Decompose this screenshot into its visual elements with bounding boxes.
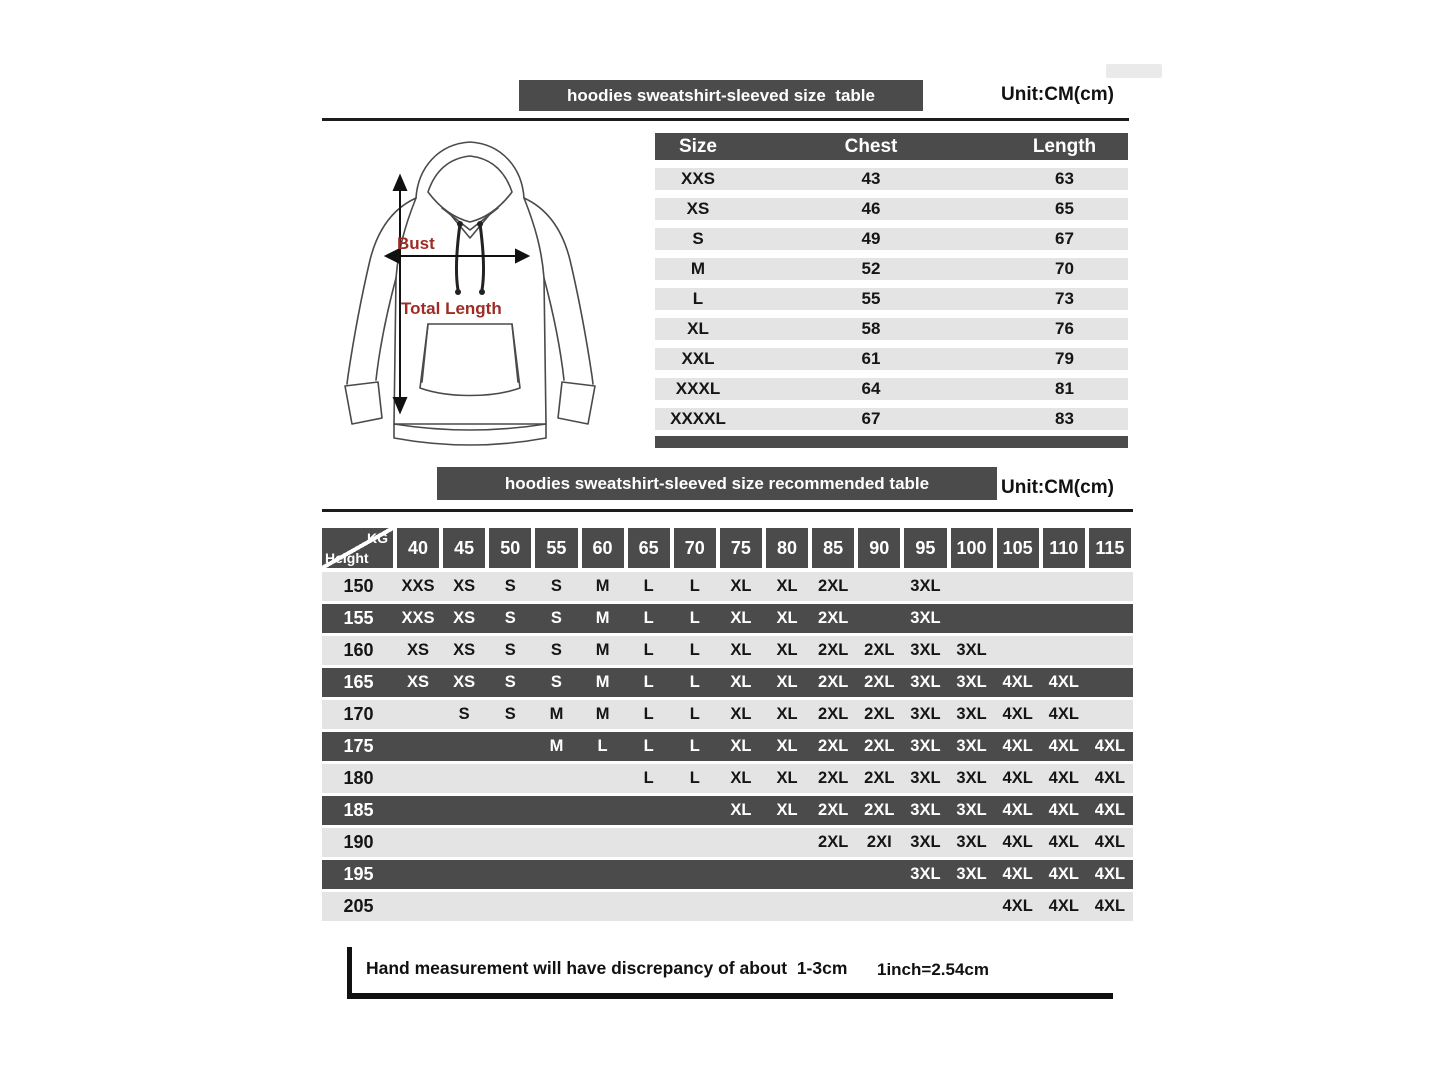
size-value-cell: XL bbox=[730, 641, 752, 659]
unit-label-top: Unit:CM(cm) bbox=[1001, 84, 1114, 105]
size-value-cell: 3XL bbox=[910, 737, 941, 755]
height-label-cell: 180 bbox=[343, 768, 374, 788]
size-value-cell bbox=[395, 796, 441, 825]
size-table-rows bbox=[655, 168, 1128, 430]
size-header-cell: Size bbox=[678, 135, 718, 157]
chest-cell: 55 bbox=[861, 289, 881, 308]
size-value-cell: XL bbox=[776, 673, 798, 691]
size-value-cell: XL bbox=[776, 737, 798, 755]
weight-header-cell: 80 bbox=[764, 528, 810, 568]
size-value-cell: XS bbox=[453, 609, 476, 627]
size-value-cell bbox=[487, 732, 533, 761]
size-value-cell: 3XL bbox=[956, 769, 987, 787]
size-value-cell: 4XL bbox=[1048, 801, 1079, 819]
size-value-cell: 4XL bbox=[1094, 801, 1126, 819]
size-table-row bbox=[655, 228, 1128, 250]
size-value-cell: L bbox=[643, 641, 654, 659]
size-value-cell: 2XL bbox=[864, 769, 895, 787]
size-value-cell bbox=[580, 892, 626, 921]
size-value-cell bbox=[764, 828, 810, 857]
kg-height-corner-cell bbox=[322, 528, 395, 568]
size-value-cell bbox=[533, 828, 579, 857]
size-value-cell bbox=[441, 860, 487, 889]
size-value-cell: 2XL bbox=[818, 609, 849, 627]
size-value-cell: 3XL bbox=[910, 705, 941, 723]
size-value-cell: XXS bbox=[401, 577, 435, 595]
size-value-cell bbox=[580, 796, 626, 825]
size-value-cell: 2XL bbox=[818, 705, 849, 723]
size-table-title: hoodies sweatshirt-sleeved size table bbox=[519, 80, 923, 111]
size-value-cell bbox=[856, 572, 902, 601]
chest-header-cell: Chest bbox=[844, 135, 898, 157]
size-value-cell bbox=[395, 732, 441, 761]
size-value-cell: XS bbox=[407, 673, 430, 691]
matrix-rows bbox=[322, 572, 1133, 921]
size-value-cell: S bbox=[504, 673, 516, 691]
size-value-cell: 2XL bbox=[818, 801, 849, 819]
size-value-cell: L bbox=[643, 673, 654, 691]
size-value-cell: XL bbox=[730, 737, 752, 755]
size-value-cell bbox=[1087, 668, 1133, 697]
size-value-cell: 3XL bbox=[910, 769, 941, 787]
size-value-cell: 3XL bbox=[956, 865, 987, 883]
size-value-cell bbox=[902, 892, 948, 921]
size-value-cell: 3XL bbox=[956, 641, 987, 659]
size-value-cell: XL bbox=[730, 769, 752, 787]
weight-header-cell: 55 bbox=[533, 528, 579, 568]
height-label-cell: 165 bbox=[343, 672, 374, 692]
size-value-cell bbox=[764, 860, 810, 889]
size-value-cell: 3XL bbox=[910, 577, 941, 595]
size-value-cell bbox=[856, 892, 902, 921]
length-header-cell: Length bbox=[1032, 135, 1097, 157]
size-value-cell bbox=[626, 892, 672, 921]
size-value-cell bbox=[949, 892, 995, 921]
size-value-cell bbox=[580, 828, 626, 857]
size-value-cell: 2XL bbox=[818, 769, 849, 787]
size-value-cell: L bbox=[643, 705, 654, 723]
size-value-cell: L bbox=[643, 769, 654, 787]
size-table-row bbox=[655, 348, 1128, 370]
length-cell: 63 bbox=[1055, 169, 1074, 188]
size-value-cell: 2XL bbox=[818, 833, 849, 851]
size-value-cell bbox=[810, 892, 856, 921]
size-value-cell bbox=[441, 892, 487, 921]
size-value-cell bbox=[441, 828, 487, 857]
weight-header-cell: 110 bbox=[1041, 528, 1087, 568]
size-value-cell: S bbox=[504, 609, 516, 627]
size-value-cell: 2XL bbox=[818, 737, 849, 755]
recommended-table-title: hoodies sweatshirt-sleeved size recommended table bbox=[437, 467, 997, 500]
size-value-cell: 4XL bbox=[1002, 833, 1033, 851]
size-value-cell: L bbox=[689, 641, 700, 659]
weight-header-cell: 50 bbox=[487, 528, 533, 568]
size-value-cell: XS bbox=[453, 577, 476, 595]
length-cell: 70 bbox=[1055, 259, 1074, 278]
divider-top bbox=[322, 118, 1129, 121]
size-value-cell bbox=[395, 892, 441, 921]
size-value-cell: L bbox=[689, 577, 700, 595]
size-value-cell bbox=[1041, 572, 1087, 601]
size-value-cell: 4XL bbox=[1002, 705, 1033, 723]
size-value-cell: XL bbox=[776, 801, 798, 819]
bust-label: Bust bbox=[397, 234, 435, 253]
size-value-cell: S bbox=[504, 641, 516, 659]
size-table-row bbox=[655, 378, 1128, 400]
size-value-cell bbox=[533, 764, 579, 793]
size-value-cell bbox=[395, 828, 441, 857]
size-value-cell bbox=[718, 860, 764, 889]
size-table-row bbox=[655, 168, 1128, 190]
size-cell: L bbox=[692, 289, 704, 308]
size-table-header bbox=[655, 133, 1128, 160]
weight-header-cell: 45 bbox=[441, 528, 487, 568]
length-cell: 83 bbox=[1055, 409, 1074, 428]
height-label-cell: 160 bbox=[343, 640, 374, 660]
size-value-cell: 3XL bbox=[956, 801, 987, 819]
size-value-cell: 3XL bbox=[956, 737, 987, 755]
total-length-label: Total Length bbox=[401, 299, 502, 318]
size-value-cell bbox=[626, 828, 672, 857]
kg-label: KG bbox=[367, 530, 388, 546]
size-value-cell bbox=[764, 892, 810, 921]
size-value-cell: 2XI bbox=[866, 833, 892, 851]
size-value-cell: S bbox=[504, 705, 516, 723]
matrix-row bbox=[322, 700, 1133, 729]
size-value-cell: XL bbox=[730, 609, 752, 627]
size-value-cell bbox=[1087, 700, 1133, 729]
matrix-row bbox=[322, 668, 1133, 697]
size-value-cell: S bbox=[458, 705, 470, 723]
divider-bottom bbox=[322, 509, 1133, 512]
size-value-cell bbox=[672, 892, 718, 921]
size-value-cell bbox=[533, 892, 579, 921]
size-value-cell bbox=[949, 572, 995, 601]
weight-header-cell: 70 bbox=[672, 528, 718, 568]
size-value-cell: XL bbox=[776, 577, 798, 595]
matrix-row bbox=[322, 604, 1133, 633]
size-value-cell: 4XL bbox=[1094, 769, 1126, 787]
size-value-cell bbox=[1041, 604, 1087, 633]
size-value-cell: L bbox=[689, 673, 700, 691]
size-value-cell: S bbox=[504, 577, 516, 595]
weight-header-cell: 100 bbox=[949, 528, 995, 568]
size-value-cell bbox=[487, 828, 533, 857]
size-value-cell bbox=[395, 700, 441, 729]
size-value-cell bbox=[395, 764, 441, 793]
size-value-cell bbox=[995, 572, 1041, 601]
matrix-row bbox=[322, 732, 1133, 761]
size-value-cell: 2XL bbox=[864, 737, 895, 755]
size-value-cell: XL bbox=[776, 641, 798, 659]
size-value-cell: 4XL bbox=[1048, 737, 1079, 755]
size-value-cell: L bbox=[643, 737, 654, 755]
height-label-cell: 195 bbox=[343, 864, 374, 884]
size-value-cell: M bbox=[595, 641, 610, 659]
size-value-cell: L bbox=[689, 609, 700, 627]
height-label-cell: 170 bbox=[343, 704, 374, 724]
size-value-cell: 4XL bbox=[1048, 865, 1079, 883]
note-left-bar bbox=[347, 947, 352, 996]
matrix-row bbox=[322, 764, 1133, 793]
matrix-header bbox=[322, 528, 1133, 568]
size-value-cell bbox=[441, 764, 487, 793]
size-value-cell: M bbox=[549, 737, 564, 755]
size-value-cell bbox=[487, 860, 533, 889]
size-value-cell: 4XL bbox=[1048, 769, 1079, 787]
weight-header-cell: 60 bbox=[580, 528, 626, 568]
size-cell: XXS bbox=[680, 169, 716, 188]
length-cell: 79 bbox=[1055, 349, 1074, 368]
size-cell: XL bbox=[687, 319, 709, 338]
size-value-cell: 2XL bbox=[818, 577, 849, 595]
matrix-row bbox=[322, 572, 1133, 601]
size-value-cell: XL bbox=[776, 609, 798, 627]
size-value-cell bbox=[672, 796, 718, 825]
size-table-row bbox=[655, 198, 1128, 220]
size-value-cell: 3XL bbox=[956, 833, 987, 851]
chest-cell: 67 bbox=[861, 409, 881, 428]
size-value-cell: XXS bbox=[401, 609, 435, 627]
scan-artifact bbox=[1106, 64, 1162, 78]
size-value-cell: L bbox=[689, 705, 700, 723]
chest-cell: 58 bbox=[861, 319, 881, 338]
size-value-cell: 2XL bbox=[864, 801, 895, 819]
size-value-cell: 4XL bbox=[1094, 865, 1126, 883]
size-cell: XXXXL bbox=[670, 409, 726, 428]
size-value-cell bbox=[810, 860, 856, 889]
size-value-cell: 3XL bbox=[910, 609, 941, 627]
weight-header-cell: 115 bbox=[1087, 528, 1133, 568]
size-value-cell: 2XL bbox=[864, 641, 895, 659]
matrix-row bbox=[322, 892, 1133, 921]
size-value-cell: 4XL bbox=[1094, 897, 1126, 915]
weight-header-cell: 90 bbox=[856, 528, 902, 568]
size-value-cell: L bbox=[597, 737, 608, 755]
length-cell: 65 bbox=[1055, 199, 1074, 218]
size-table-row bbox=[655, 318, 1128, 340]
size-value-cell: 2XL bbox=[864, 705, 895, 723]
chest-cell: 49 bbox=[861, 229, 881, 248]
size-value-cell: S bbox=[550, 577, 562, 595]
size-value-cell bbox=[856, 604, 902, 633]
size-value-cell: M bbox=[595, 577, 610, 595]
size-value-cell: 4XL bbox=[1002, 673, 1033, 691]
size-value-cell bbox=[995, 604, 1041, 633]
size-value-cell: XL bbox=[730, 801, 752, 819]
size-value-cell: 4XL bbox=[1002, 737, 1033, 755]
size-value-cell: 4XL bbox=[1048, 705, 1079, 723]
length-cell: 81 bbox=[1055, 379, 1074, 398]
size-value-cell: 3XL bbox=[910, 673, 941, 691]
size-value-cell bbox=[672, 860, 718, 889]
size-value-cell: M bbox=[595, 673, 610, 691]
length-cell: 67 bbox=[1055, 229, 1074, 248]
size-value-cell: L bbox=[689, 737, 700, 755]
size-value-cell bbox=[580, 860, 626, 889]
size-value-cell: 4XL bbox=[1048, 833, 1079, 851]
size-value-cell bbox=[580, 764, 626, 793]
size-value-cell bbox=[949, 604, 995, 633]
size-value-cell: L bbox=[643, 609, 654, 627]
height-label-cell: 185 bbox=[343, 800, 374, 820]
size-value-cell bbox=[856, 860, 902, 889]
size-value-cell: 4XL bbox=[1002, 769, 1033, 787]
size-value-cell: 2XL bbox=[864, 673, 895, 691]
matrix-row bbox=[322, 828, 1133, 857]
size-value-cell bbox=[1087, 604, 1133, 633]
size-value-cell bbox=[487, 796, 533, 825]
weight-header-cell: 65 bbox=[626, 528, 672, 568]
height-label-cell: 205 bbox=[343, 896, 374, 916]
size-value-cell bbox=[1087, 572, 1133, 601]
chest-cell: 61 bbox=[861, 349, 881, 368]
size-value-cell: XL bbox=[730, 705, 752, 723]
hoodie-diagram bbox=[330, 132, 610, 460]
size-value-cell: XL bbox=[730, 673, 752, 691]
size-value-cell: 4XL bbox=[1094, 737, 1126, 755]
matrix-row bbox=[322, 636, 1133, 665]
size-value-cell bbox=[533, 796, 579, 825]
inch-conversion-note: 1inch=2.54cm bbox=[877, 960, 989, 979]
measurement-note: Hand measurement will have discrepancy of about 1-3cm bbox=[366, 958, 848, 978]
size-table-footer-bar bbox=[655, 436, 1128, 448]
matrix-row bbox=[322, 860, 1133, 889]
weight-header-cell: 95 bbox=[902, 528, 948, 568]
weight-header-cell: 40 bbox=[395, 528, 441, 568]
size-value-cell bbox=[533, 860, 579, 889]
size-value-cell: M bbox=[595, 705, 610, 723]
weight-header-cell: 75 bbox=[718, 528, 764, 568]
size-value-cell: XL bbox=[730, 577, 752, 595]
size-value-cell: XS bbox=[453, 641, 476, 659]
size-value-cell bbox=[626, 796, 672, 825]
size-value-cell bbox=[718, 828, 764, 857]
size-table-row bbox=[655, 408, 1128, 430]
matrix-row bbox=[322, 796, 1133, 825]
size-table-row bbox=[655, 258, 1128, 280]
size-value-cell: 3XL bbox=[910, 801, 941, 819]
size-value-cell bbox=[487, 892, 533, 921]
size-value-cell: S bbox=[550, 673, 562, 691]
height-label-cell: 150 bbox=[343, 576, 374, 596]
chest-cell: 64 bbox=[861, 379, 881, 398]
size-table-row bbox=[655, 288, 1128, 310]
chest-cell: 52 bbox=[861, 259, 881, 278]
note-underline bbox=[347, 993, 1113, 999]
size-value-cell: S bbox=[550, 641, 562, 659]
size-value-cell: 4XL bbox=[1002, 865, 1033, 883]
size-value-cell bbox=[672, 828, 718, 857]
size-value-cell: L bbox=[689, 769, 700, 787]
size-value-cell bbox=[487, 764, 533, 793]
size-value-cell: 4XL bbox=[1094, 833, 1126, 851]
size-value-cell bbox=[395, 860, 441, 889]
chest-cell: 43 bbox=[861, 169, 881, 188]
size-value-cell bbox=[441, 732, 487, 761]
size-value-cell: 4XL bbox=[1048, 673, 1079, 691]
size-value-cell: 3XL bbox=[956, 673, 987, 691]
height-label-cell: 155 bbox=[343, 608, 374, 628]
size-cell: XXL bbox=[681, 349, 715, 368]
size-table bbox=[655, 133, 1128, 448]
size-value-cell: 3XL bbox=[910, 641, 941, 659]
size-value-cell bbox=[718, 892, 764, 921]
size-value-cell bbox=[441, 796, 487, 825]
size-value-cell bbox=[1041, 636, 1087, 665]
weight-header-cell: 85 bbox=[810, 528, 856, 568]
height-label-cell: 175 bbox=[343, 736, 374, 756]
size-value-cell: XS bbox=[453, 673, 476, 691]
size-value-cell: L bbox=[643, 577, 654, 595]
size-value-cell: M bbox=[595, 609, 610, 627]
size-value-cell: S bbox=[550, 609, 562, 627]
size-value-cell: 2XL bbox=[818, 673, 849, 691]
size-value-cell bbox=[1087, 636, 1133, 665]
size-value-cell: 4XL bbox=[1048, 897, 1079, 915]
size-value-cell: 2XL bbox=[818, 641, 849, 659]
size-value-cell: 3XL bbox=[956, 705, 987, 723]
size-value-cell: XL bbox=[776, 705, 798, 723]
length-cell: 73 bbox=[1055, 289, 1074, 308]
length-cell: 76 bbox=[1055, 319, 1074, 338]
size-value-cell: 4XL bbox=[1002, 897, 1033, 915]
size-value-cell: 3XL bbox=[910, 833, 941, 851]
weight-header-cell: 105 bbox=[995, 528, 1041, 568]
size-value-cell: M bbox=[549, 705, 564, 723]
unit-label-bottom: Unit:CM(cm) bbox=[1001, 477, 1114, 498]
size-value-cell bbox=[995, 636, 1041, 665]
size-cell: S bbox=[692, 229, 704, 248]
size-value-cell: 4XL bbox=[1002, 801, 1033, 819]
height-label-cell: 190 bbox=[343, 832, 374, 852]
size-value-cell: XS bbox=[407, 641, 430, 659]
height-label: Height bbox=[325, 550, 369, 566]
recommended-size-matrix bbox=[322, 528, 1133, 924]
size-value-cell: XL bbox=[776, 769, 798, 787]
size-value-cell bbox=[626, 860, 672, 889]
size-cell: XS bbox=[686, 199, 710, 218]
size-cell: XXXL bbox=[675, 379, 721, 398]
size-value-cell: 3XL bbox=[910, 865, 941, 883]
size-cell: M bbox=[690, 259, 706, 278]
chest-cell: 46 bbox=[861, 199, 881, 218]
